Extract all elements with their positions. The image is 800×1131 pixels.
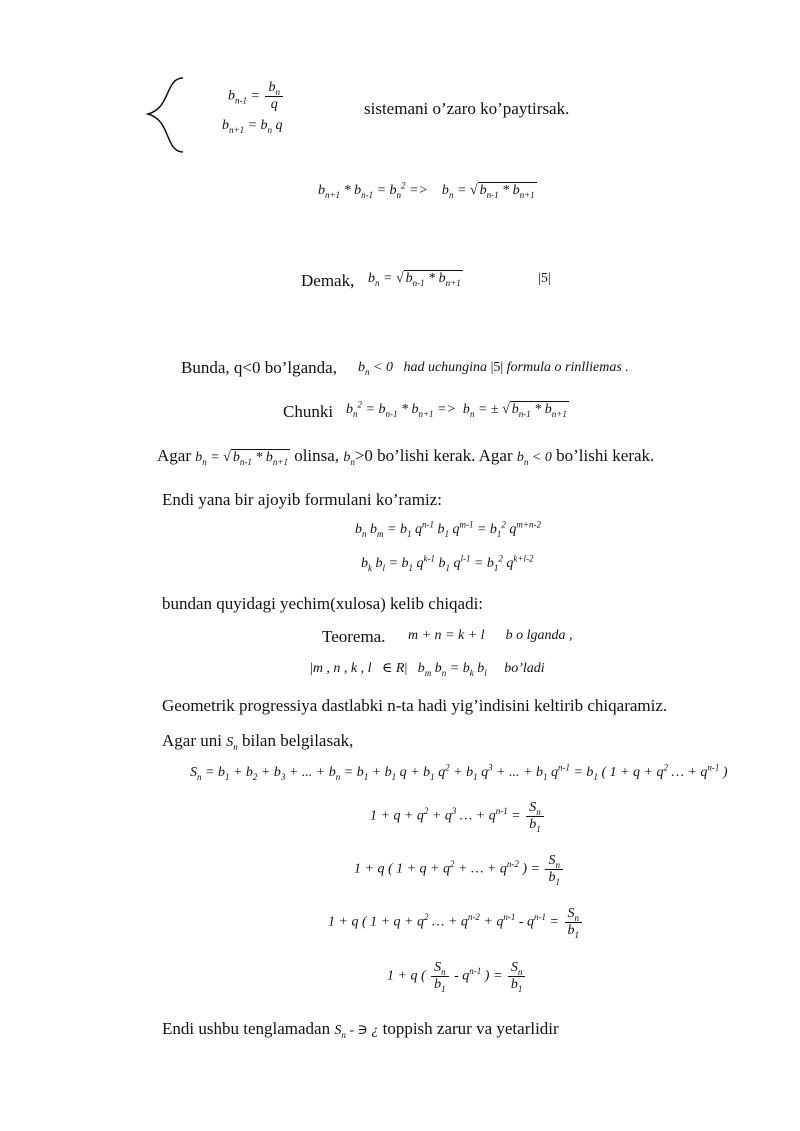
teorema-formula: m + n = k + l b o lganda , (408, 628, 573, 643)
derive-1: $1 + q + q^2 + q^3$ … + $q^{n-1}$ = $\frac{S_n}{b_1}$ (370, 800, 546, 833)
left-brace (143, 76, 188, 154)
agar-uni-line: Agar uni $S_n$ bilan belgilasak, (162, 731, 354, 752)
demak-label: Demak, (301, 271, 355, 290)
final-line: Endi ushbu tenglamadan $S_n$ - ∋ ¿ toppish zarur va yetarlidir (162, 1019, 559, 1040)
geom-text: Geometrik progressiya dastlabki n-ta hadi yig’indisini keltirib chiqaramiz. (162, 696, 668, 715)
bunda-formula: $b_n < 0$ had uchungina |5| formula o rinlliemas . (358, 360, 629, 377)
system-eq-2: $b_{n+1} = b_n$ q (222, 118, 283, 135)
endi-text: Endi yana bir ajoyib formulani ko’ramiz: (162, 490, 442, 509)
bunda-text: Bunda, q<0 bo’lganda, (181, 358, 337, 377)
chunki-label: Chunki (283, 402, 334, 421)
derive-2: 1 + q ( $1 + q + q^2$ + … + $q^{n-2}$ ) = $\frac{S_n}{b_1}$ (354, 853, 565, 886)
teorema-condition: |m , n , k , l ∈ R| $b_m$ $b_n = b_k$ $b_l$ bo’ladi (310, 661, 545, 678)
bundan-text: bundan quyidagi yechim(xulosa) kelib chiqadi: (162, 594, 484, 613)
system-text: sistemani o’zaro ko’paytirsak. (364, 99, 570, 118)
demak-formula: $b_n$ = √ $b_{n-1} * b_{n+1}$ (368, 271, 461, 288)
derive-3: 1 + q ( $1 + q + q^2$ … + $q^{n-2} + q^{n-1} - q^{n-1}$ = $\frac{S_n}{b_1}$ (328, 906, 584, 939)
agar-line: Agar $b_n$ = √ $b_{n-1} * b_{n+1}$ olinsa, $b_n>0$ bo’lishi kerak. Agar $b_n < 0$ bo’lishi kerak. (157, 446, 655, 467)
formula-ref-5: |5| (538, 271, 551, 286)
formula-bk-bl: $b_k$ $b_l = b_1$ $q^{k-1}$ $b_1$ $q^{l-1} = b_1^2$ $q^{k+l-2}$ (361, 553, 534, 573)
chunki-formula: $b_n^2 = b_{n-1} * b_{n+1} => b_n$ = ± √ $b_{n-1} * b_{n+1}$ (346, 399, 567, 419)
derive-4: 1 + q ( $\frac{S_n}{b_1}$ - $q^{n-1}$ ) = $\frac{S_n}{b_1}$ (387, 960, 527, 993)
teorema-label: Teorema. (322, 627, 386, 646)
product-eq: $b_{n+1} * b_{n-1} = b_n^2$ => $b_n$ = √ $b_{n-1} * b_{n+1}$ (318, 180, 535, 200)
system-eq-1: $b_{n-1}$ = $\frac{b_n}{q}$ (228, 80, 285, 113)
sum-formula: $S_n = b_1 + b_2 + b_3$ + ... + $b_n = b_1 + b_1$ $q + b_1$ $q^2 + b_1$ $q^3$ + ... + $b_1$ $q^{n-1} = b_1$ ( $1 + q + q^2$ … + $q^{n-1}$ ) (190, 762, 728, 782)
formula-bn-bm: $b_n$ $b_m = b_1$ $q^{n-1}$ $b_1$ $q^{m-1} = b_1^2$ $q^{m+n-2}$ (355, 519, 541, 539)
